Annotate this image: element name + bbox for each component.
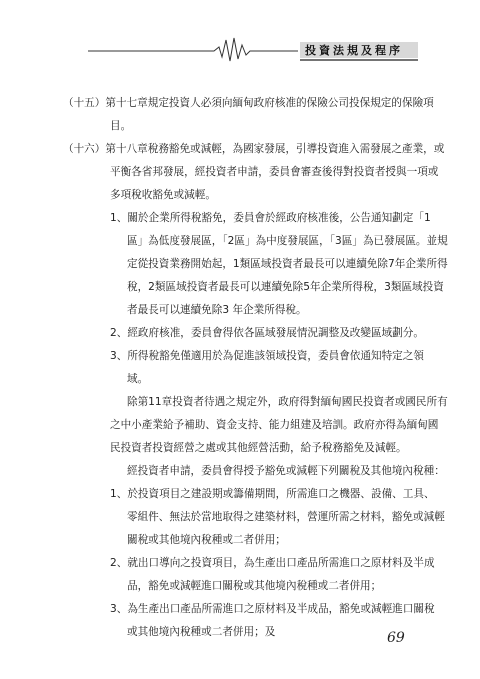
- header-title: 投資法規及程序: [305, 44, 403, 57]
- text-line: 3、所得稅豁免僅適用於為促進該領域投資，委員會依通知特定之領: [110, 350, 424, 362]
- text-line: 區」為低度發展區，「2區」為中度發展區，「3區」為已發展區。並規: [127, 235, 448, 247]
- text-line: （十五）第十七章規定投資人必須向緬甸政府核准的保險公司投保規定的保險項: [63, 97, 434, 109]
- text-line: 經投資者申請，委員會得授予豁免或減輕下列關稅及其他境內稅種：: [127, 465, 445, 477]
- page-number: 69: [387, 630, 405, 646]
- text-line: 零組件、無法於當地取得之建築材料，營運所需之材料，豁免或減輕: [127, 511, 445, 523]
- text-line: 1、於投資項目之建設期或籌備期間，所需進口之機器、設備、工具、: [110, 488, 435, 500]
- text-line: 目。: [110, 120, 132, 132]
- text-line: 定從投資業務開始起，1類區域投資者最長可以連續免除7年企業所得: [127, 258, 448, 270]
- text-line: 關稅或其他境內稅種或二者併用；: [127, 534, 286, 546]
- heartbeat-line-icon: [0, 34, 480, 64]
- text-line: 3、為生產出口產品所需進口之原材料及半成品，豁免或減輕進口關稅: [110, 603, 435, 615]
- text-line: 民投資者投資經營之處或其他經營活動，給予稅務豁免及減輕。: [110, 442, 407, 454]
- text-line: 或其他境內稅種或二者併用；及: [127, 626, 276, 638]
- text-line: 1、關於企業所得稅豁免，委員會於經政府核准後，公告通知劃定「1: [110, 212, 431, 224]
- text-line: 除第11章投資者待遇之規定外，政府得對緬甸國民投資者或國民所有: [127, 396, 448, 408]
- text-line: 稅，2類區域投資者最長可以連續免除5年企業所得稅，3類區域投資: [127, 281, 444, 293]
- running-header: [0, 34, 480, 64]
- text-line: 域。: [127, 373, 149, 385]
- text-line: （十六）第十八章稅務豁免或減輕，為國家發展，引導投資進入需發展之產業，或: [63, 143, 445, 155]
- text-line: 2、就出口導向之投資項目，為生產出口產品所需進口之原材料及半成: [110, 557, 435, 569]
- text-line: 2、經政府核准，委員會得依各區域發展情況調整及改變區域劃分。: [110, 327, 424, 339]
- text-line: 品，豁免或減輕進口關稅或其他境內稅種或二者併用；: [127, 580, 382, 592]
- text-line: 多項稅收豁免或減輕。: [110, 189, 216, 201]
- text-line: 平衡各省邦發展，經投資者申請，委員會審查後得對投資者授與一項或: [110, 166, 439, 178]
- text-line: 之中小產業給予補助、資金支持、能力組建及培訓。政府亦得為緬甸國: [110, 419, 439, 431]
- text-line: 者最長可以連續免除3 年企業所得稅。: [127, 304, 307, 316]
